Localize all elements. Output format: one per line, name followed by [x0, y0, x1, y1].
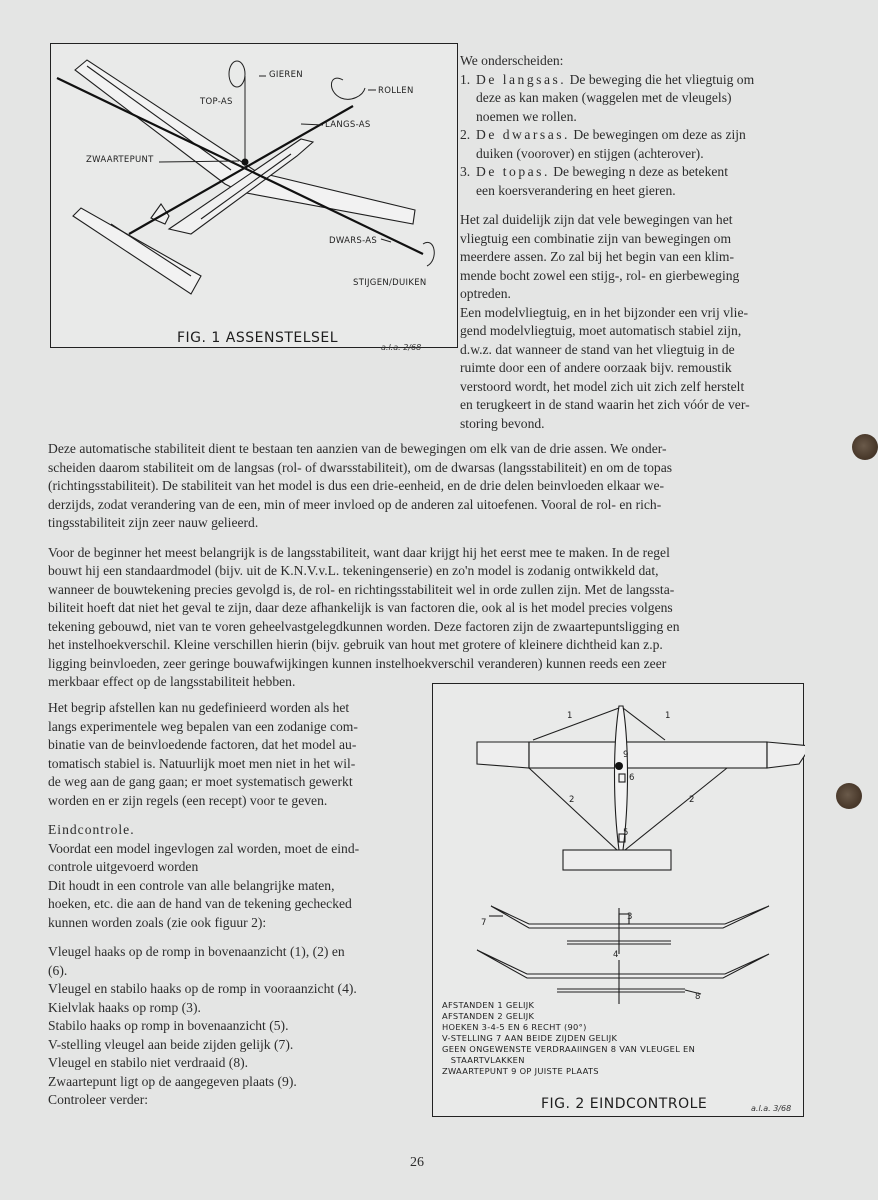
text-line: Deze automatische stabiliteit dient te bestaan ten aanzien van de bewegingen om elk van de drie assen. We onder- [48, 441, 667, 456]
label-rollen: ROLLEN [378, 86, 414, 96]
text-line: Het begrip afstellen kan nu gedefinieerd worden als het [48, 700, 350, 715]
marker-1-left: 1 [567, 711, 573, 721]
text-line: gend modelvliegtuig, moet automatisch stabiel zijn, [460, 323, 742, 338]
eindcontrole-heading: Eindcontrole. [48, 822, 135, 837]
label-dwars-as: DWARS-AS [329, 236, 378, 246]
text-line: wanneer de bouwtekening precies gevolgd is, de rol- en richtingsstabiliteit wel in orde zullen zijn. Met de langssta- [48, 581, 675, 597]
label-zwaartepunt: ZWAARTEPUNT [86, 155, 154, 165]
list-text: noemen we rollen. [476, 108, 577, 124]
figure-1-stamp: a.l.a. 2/68 [381, 343, 422, 352]
figure-2-caption: FIG. 2 EINDCONTROLE [541, 1096, 708, 1112]
eindcontrole-paragraph-1 [48, 840, 428, 877]
list-number: 2. [460, 127, 471, 142]
body-paragraph-2 [48, 544, 838, 692]
list-text: De beweging n deze as betekent [549, 164, 728, 179]
list-text: deze as kan maken (waggelen met de vleugels) [476, 90, 732, 105]
intro-text [460, 52, 812, 433]
list-term: De dwarsas. [476, 127, 570, 142]
text-line: Voordat een model ingevlogen zal worden, moet de eind- [48, 840, 360, 856]
marker-5: 5 [623, 828, 629, 838]
text-line: worden en er zijn regels (een recept) voor te geven. [48, 792, 328, 808]
text-line: tekening gebouwd, niet van te voren geheelvastgelegdkunnen worden. Deze factoren zijn de zwaartepuntsligging en [48, 618, 680, 634]
text-line: de weg aan de gang gaan; er moet systematisch gewerkt [48, 774, 353, 789]
legend-line: AFSTANDEN 2 GELIJK [442, 1011, 535, 1021]
legend-line: AFSTANDEN 1 GELIJK [442, 1000, 535, 1010]
figure-2-legend [442, 1000, 695, 1077]
text-line: bouwt hij een standaardmodel (bijv. uit de K.N.V.v.L. tekeningenserie) en zo'n model is zodanig ontwikkeld dat, [48, 563, 659, 578]
label-langs-as: LANGS-AS [325, 120, 371, 130]
list-text: duiken (voorover) en stijgen (achterover). [476, 145, 704, 161]
label-top-as: TOP-AS [200, 97, 233, 107]
check-item: V-stelling vleugel aan beide zijden gelijk (7). [48, 1036, 294, 1052]
check-item: (6). [48, 962, 68, 978]
list-text: De beweging die het vliegtuig om [566, 71, 755, 87]
text-line: binatie van de beinvloedende factoren, dat het model au- [48, 737, 357, 752]
text-line: vliegtuig een combinatie zijn van bewegingen om [460, 230, 732, 246]
axis-item-3 [460, 163, 812, 200]
text-line: meerdere assen. Zo zal bij het begin van een klim- [460, 249, 735, 264]
intro-lead: We onderscheiden: [460, 53, 564, 68]
list-number: 1. [460, 71, 471, 87]
check-item: Zwaartepunt ligt op de aangegeven plaats (9). [48, 1073, 297, 1089]
list-term: De langsas. [476, 71, 567, 87]
list-number: 3. [460, 164, 471, 179]
text-line: Een modelvliegtuig, en in het bijzonder een vrij vlie- [460, 304, 749, 320]
text-line: en terugkeert in de stand waarin het zich vóór de ver- [460, 397, 750, 412]
text-line: scheiden daarom stabiliteit om de langsas (rol- of dwarsstabiliteit), om de dwarsas (langsstabiliteit) en om de topas [48, 459, 673, 475]
text-line: storing bevond. [460, 415, 545, 431]
figure-1-assenstelsel [50, 43, 458, 352]
list-text: De bewegingen om deze as zijn [569, 127, 746, 142]
legend-line: STAARTVLAKKEN [442, 1055, 525, 1065]
page-number: 26 [410, 1155, 424, 1170]
text-line: d.w.z. dat wanneer de stand van het vliegtuig in de [460, 341, 735, 357]
text-line: tomatisch stabiel is. Natuurlijk moet men niet in het wil- [48, 755, 356, 771]
body-paragraph-1 [48, 440, 838, 533]
marker-4: 4 [613, 950, 619, 960]
text-line: hoeken, etc. die aan de hand van de tekening gechecked [48, 896, 352, 911]
label-gieren: GIEREN [269, 70, 303, 80]
marker-9: 9 [623, 750, 629, 760]
text-line: verstoord wordt, het model zich uit zich zelf herstelt [460, 378, 745, 394]
list-term: De topas. [476, 164, 550, 179]
marker-8: 8 [695, 992, 701, 1002]
check-item: Kielvlak haaks op romp (3). [48, 999, 201, 1015]
text-line: (richtingsstabiliteit). De stabiliteit van het model is dus een drie-eenheid, en de drie delen beinvloeden elkaar we- [48, 478, 665, 493]
check-item: Stabilo haaks op romp in bovenaanzicht (5). [48, 1018, 289, 1033]
body-full-width [48, 440, 838, 692]
text-line: optreden. [460, 286, 511, 301]
figure-2-eindcontrole [432, 683, 804, 1117]
check-list [48, 943, 428, 1110]
marker-7: 7 [481, 918, 487, 928]
list-text: een koersverandering en heet gieren. [476, 182, 676, 198]
body-paragraph-3 [48, 699, 428, 810]
eindcontrole-paragraph-2 [48, 877, 428, 933]
punch-hole-top [852, 434, 878, 460]
marker-2-right: 2 [689, 795, 695, 805]
text-line: merkbaar effect op de langsstabiliteit hebben. [48, 674, 296, 689]
marker-6: 6 [629, 773, 635, 783]
marker-3: 3 [627, 912, 633, 922]
body-left-column [48, 699, 428, 1110]
text-line: Dit houdt in een controle van alle belangrijke maten, [48, 877, 335, 893]
text-line: biliteit hoeft dat niet het geval te zijn, daar deze afhankelijk is van factoren die, ook al is het model precies volgens [48, 600, 673, 615]
punch-hole-bottom [836, 783, 862, 809]
text-line: ligging beinvloeden, zeer geringe bouwafwijkingen kunnen instelhoekverschil veranderen) kunnen reeds een zeer [48, 655, 667, 671]
text-line: derzijds, zodat verandering van de een, min of meer invloed op de anderen zal uitoefenen. Vooral de rol- en rich- [48, 496, 662, 512]
text-line: ruimte door een of andere oorzaak bijv. remoustik [460, 360, 732, 375]
figure-1-caption: FIG. 1 ASSENSTELSEL [177, 330, 339, 346]
marker-1-right: 1 [665, 711, 671, 721]
text-line: tingsstabiliteit zijn zeer nauw gelieerd. [48, 515, 259, 530]
marker-2-left: 2 [569, 795, 575, 805]
text-line: mende bocht zowel een stijg-, rol- en gierbeweging [460, 267, 740, 283]
check-item: Vleugel haaks op de romp in bovenaanzicht (1), (2) en [48, 944, 345, 959]
text-line: Het zal duidelijk zijn dat vele bewegingen van het [460, 212, 733, 227]
label-stijgen-duiken: STIJGEN/DUIKEN [353, 278, 427, 288]
axis-item-2 [460, 126, 812, 163]
text-line: het instelhoekverschil. Kleine verschillen hierin (bijv. gebruik van hout met grotere of kleinere dichtheid kan z.p. [48, 637, 663, 652]
legend-line: HOEKEN 3-4-5 EN 6 RECHT (90°) [442, 1022, 587, 1032]
text-line: Voor de beginner het meest belangrijk is de langsstabiliteit, want daar krijgt hij het eerst mee te maken. In de regel [48, 544, 670, 560]
text-line: langs experimentele weg bepalen van een zodanige com- [48, 718, 358, 734]
axis-list [460, 71, 812, 201]
text-line: kunnen worden zoals (zie ook figuur 2): [48, 914, 267, 930]
legend-line: V-STELLING 7 AAN BEIDE ZIJDEN GELIJK [442, 1033, 618, 1043]
check-item: Vleugel en stabilo niet verdraaid (8). [48, 1055, 249, 1070]
intro-paragraph-2 [460, 304, 812, 434]
check-item: Controleer verder: [48, 1092, 149, 1107]
text-line: controle uitgevoerd worden [48, 859, 199, 874]
figure-2-stamp: a.l.a. 3/68 [751, 1104, 792, 1113]
legend-line: ZWAARTEPUNT 9 OP JUISTE PLAATS [442, 1066, 599, 1076]
intro-paragraph-1 [460, 211, 812, 304]
legend-line: GEEN ONGEWENSTE VERDRAAIINGEN 8 VAN VLEUGEL EN [442, 1044, 696, 1054]
axis-item-1 [460, 71, 812, 127]
check-item: Vleugel en stabilo haaks op de romp in vooraanzicht (4). [48, 981, 357, 996]
